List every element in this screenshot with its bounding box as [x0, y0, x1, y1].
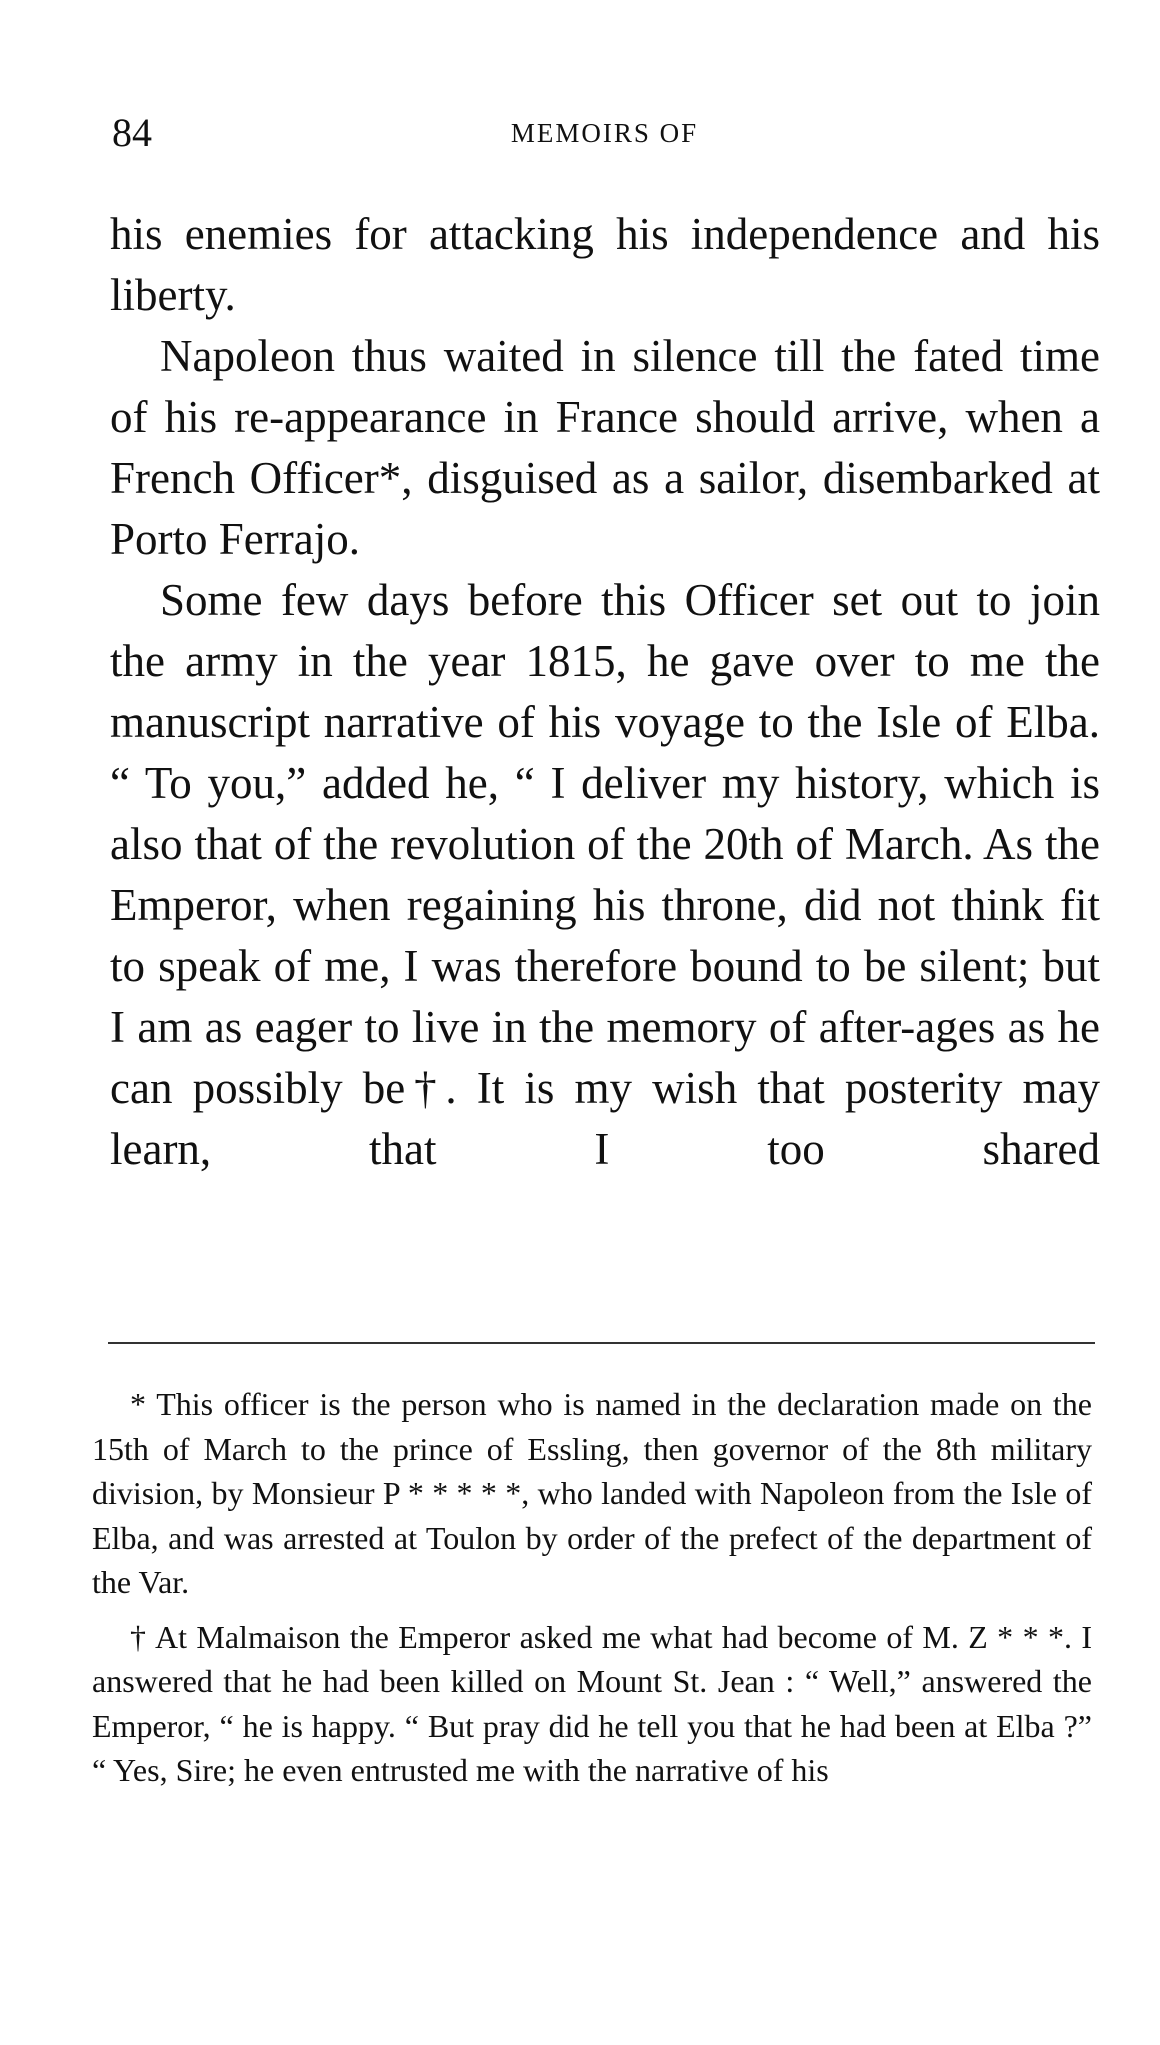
page-number: 84 [112, 110, 152, 155]
running-head: MEMOIRS OF [510, 118, 699, 148]
footnote-1: * This officer is the person who is named in the declaration made on the 15th of March to the prince of Essling, then governor of the 8th military division, by Monsieur P * * * * *, who landed with Napoleon from the Isle of Elba, and was arrested at Toulon by order of the prefect of the department of the Var. [92, 1386, 1092, 1600]
paragraph-1: his enemies for attacking his independence and his liberty. [110, 209, 1100, 320]
main-text [110, 204, 1100, 1180]
page-header [112, 108, 1097, 158]
footnote-2: † At Malmaison the Emperor asked me what had become of M. Z * * *. I answered that he had been killed on Mount St. Jean : “ Well,” answered the Emperor, “ he is happy. “ But pray did he tell you that he had been at Elba ?” “ Yes, Sire; he even entrusted me with the narrative of his [92, 1618, 1092, 1788]
paragraph-3: Some few days before this Officer set out to join the army in the year 1815, he gave over to me the manuscript narrative of his voyage to the Isle of Elba. “ To you,” added he, “ I deliver my history, which is also that of the revolution of the 20th of March. As the Emperor, when regaining his throne, did not think fit to speak of me, I was therefore bound to be silent; but I am as eager to live in the memory of after-ages as he can possibly be†. It is my wish that posterity may learn, that I too shared [110, 575, 1100, 1174]
paragraph-2: Napoleon thus waited in silence till the fated time of his re-appearance in France should arrive, when a French Officer*, disguised as a sailor, disembarked at Porto Ferrajo. [110, 331, 1100, 564]
footnotes [92, 1382, 1092, 1793]
footnote-divider [108, 1342, 1095, 1344]
